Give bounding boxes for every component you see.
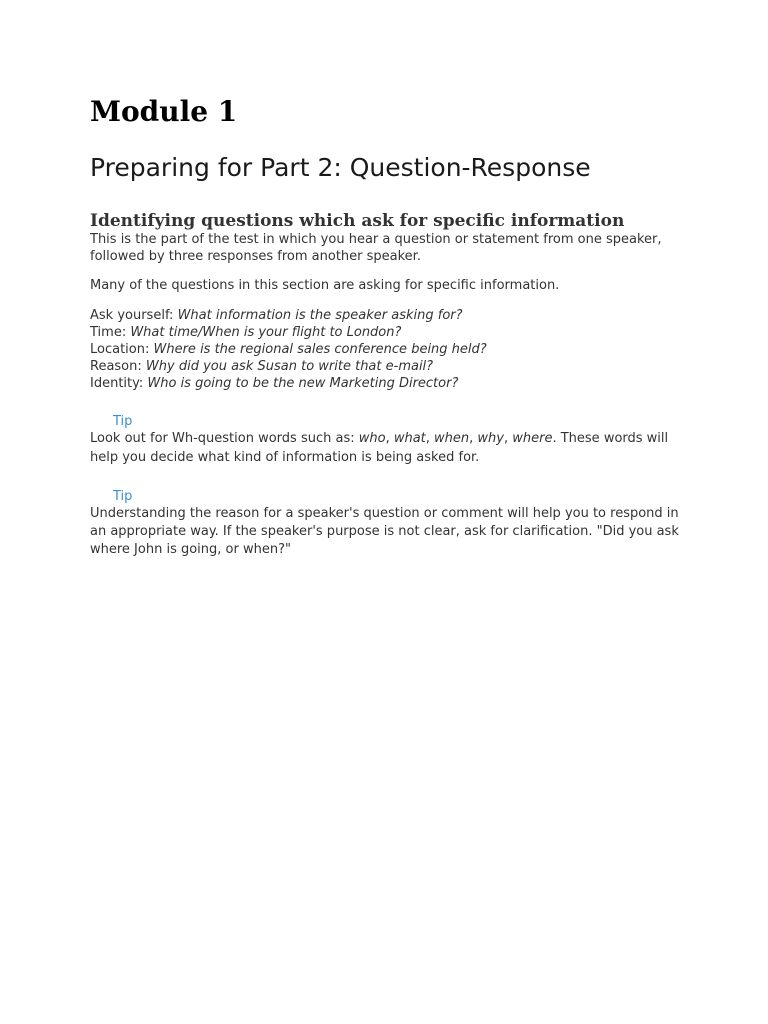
ask-list-example: Where is the regional sales conference being held? — [153, 342, 487, 357]
wh-separator: , — [425, 431, 435, 446]
tip-body: Understanding the reason for a speaker's question or comment will help you to respond in an appropriate way. If the speaker's purpose is not clear, ask for clarification. "Did you ask where John is going, or when?" — [90, 506, 679, 557]
tip-tail-text: . These words will help you decide what kind of information is being asked for. — [90, 431, 669, 465]
tip-link[interactable]: Tip — [113, 414, 133, 429]
ask-list-item — [90, 324, 690, 341]
ask-list-label: Time: — [90, 325, 131, 340]
ask-list-example: What information is the speaker asking for? — [177, 308, 463, 323]
ask-list-item — [90, 341, 690, 358]
wh-word: why — [477, 431, 504, 446]
wh-word: where — [512, 431, 553, 446]
wh-word: when — [434, 431, 470, 446]
questions-paragraph: Many of the questions in this section are asking for specific information. — [90, 278, 560, 293]
ask-list-example: Who is going to be the new Marketing Director? — [147, 376, 459, 391]
tip-lead-text: Look out for Wh-question words such as: — [90, 431, 359, 446]
ask-list-label: Ask yourself: — [90, 308, 178, 323]
ask-yourself-list — [90, 307, 690, 392]
wh-separator: , — [385, 431, 394, 446]
wh-separator: , — [469, 431, 478, 446]
wh-separator: , — [503, 431, 513, 446]
wh-word: who — [358, 431, 386, 446]
wh-word: what — [393, 431, 426, 446]
ask-list-label: Identity: — [90, 376, 148, 391]
tip-link[interactable]: Tip — [113, 489, 133, 504]
ask-list-label: Reason: — [90, 359, 146, 374]
ask-list-example: What time/When is your flight to London? — [130, 325, 402, 340]
ask-list-item — [90, 375, 690, 392]
ask-list-label: Location: — [90, 342, 154, 357]
part-title: Preparing for Part 2: Question-Response — [90, 153, 591, 182]
module-title: Module 1 — [90, 95, 238, 128]
section-heading: Identifying questions which ask for specific information — [90, 211, 625, 231]
ask-list-item — [90, 307, 690, 324]
intro-paragraph: This is the part of the test in which you hear a question or statement from one speaker, followed by three responses from another speaker. — [90, 232, 662, 264]
ask-list-item — [90, 358, 690, 375]
tip-body — [90, 429, 690, 467]
ask-list-example: Why did you ask Susan to write that e-mail? — [145, 359, 434, 374]
